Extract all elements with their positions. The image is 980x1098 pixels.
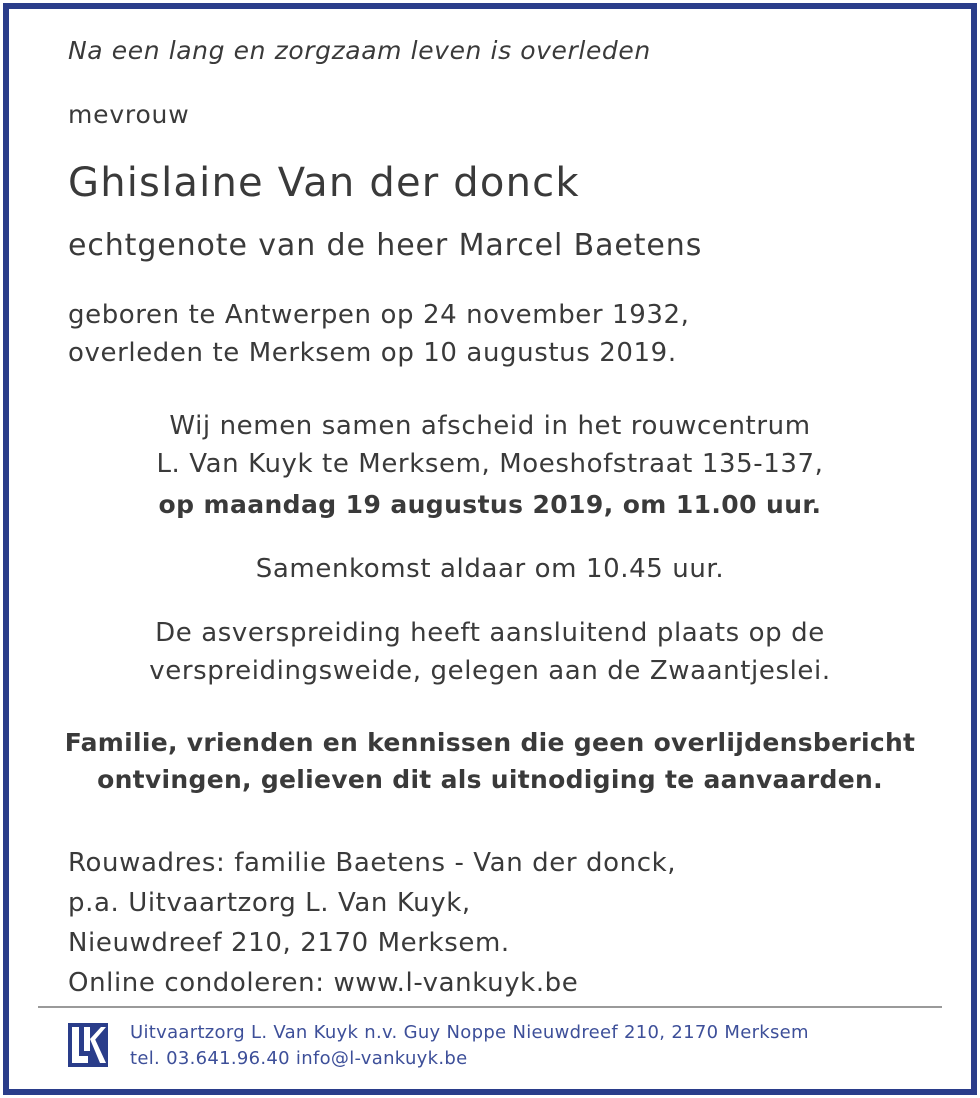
address-line-1: Rouwadres: familie Baetens - Van der donck, xyxy=(68,848,677,878)
funeral-home-info xyxy=(130,1020,809,1072)
honorific: mevrouw xyxy=(68,100,190,129)
footer-divider xyxy=(38,1006,942,1008)
address-line-2: p.a. Uitvaartzorg L. Van Kuyk, xyxy=(68,888,471,918)
footer-line-2: tel. 03.641.96.40 info@l-vankuyk.be xyxy=(130,1048,468,1069)
ceremony-info xyxy=(0,407,980,483)
spouse-line: echtgenote van de heer Marcel Baetens xyxy=(68,228,703,263)
ceremony-line-1: Wij nemen samen afscheid in het rouwcentrum xyxy=(169,411,811,441)
life-dates xyxy=(68,296,689,372)
invitation-line-2: ontvingen, gelieven dit als uitnodiging te aanvaarden. xyxy=(97,765,883,794)
invitation-note xyxy=(0,724,980,798)
gathering-line: Samenkomst aldaar om 10.45 uur. xyxy=(255,554,725,584)
ashes-line-1: De asverspreiding heeft aansluitend plaats op de xyxy=(155,618,825,648)
invitation-line-1: Familie, vrienden en kennissen die geen overlijdensbericht xyxy=(64,728,916,757)
lvk-logo-icon xyxy=(68,1023,108,1067)
ceremony-line-2: L. Van Kuyk te Merksem, Moeshofstraat 135-137, xyxy=(156,449,824,479)
intro-text: Na een lang en zorgzaam leven is overleden xyxy=(68,36,651,65)
condolence-link[interactable]: Online condoleren: www.l-vankuyk.be xyxy=(68,968,579,998)
death-line: overleden te Merksem op 10 augustus 2019. xyxy=(68,338,677,368)
deceased-name: Ghislaine Van der donck xyxy=(68,160,580,206)
mourning-address xyxy=(68,843,676,1003)
footer-line-1: Uitvaartzorg L. Van Kuyk n.v. Guy Noppe Nieuwdreef 210, 2170 Merksem xyxy=(130,1022,809,1043)
ceremony-datetime: op maandag 19 augustus 2019, om 11.00 uur. xyxy=(158,490,822,519)
address-line-3: Nieuwdreef 210, 2170 Merksem. xyxy=(68,928,510,958)
ashes-line-2: verspreidingsweide, gelegen aan de Zwaantjeslei. xyxy=(149,656,831,686)
birth-line: geboren te Antwerpen op 24 november 1932, xyxy=(68,300,690,330)
ashes-info xyxy=(0,614,980,690)
